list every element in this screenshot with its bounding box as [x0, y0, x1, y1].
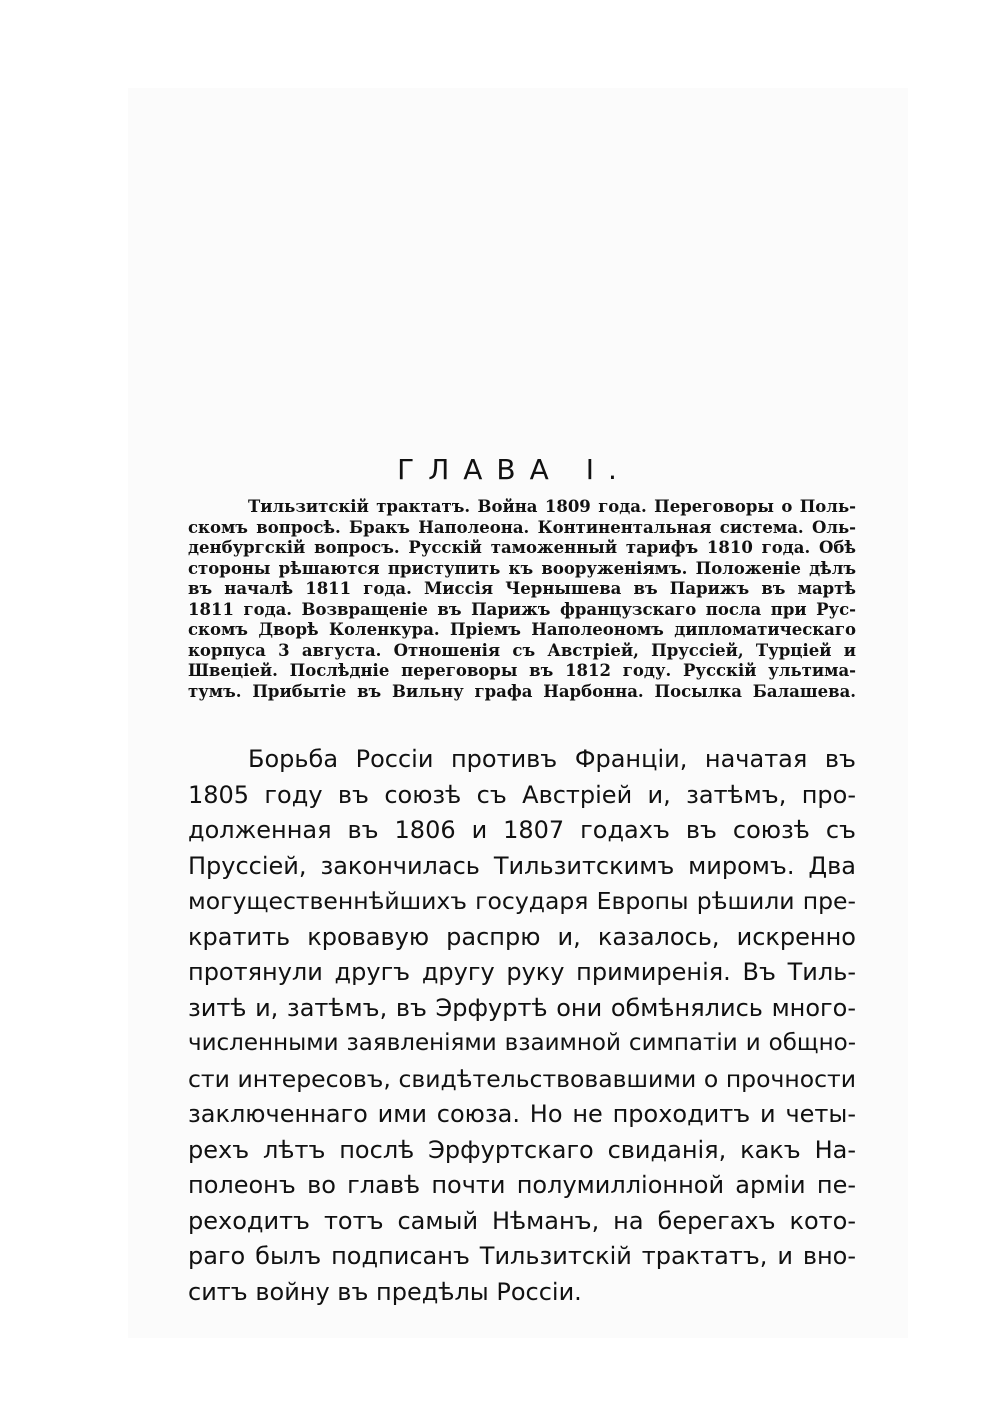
body-line: 1805 году въ союзѣ съ Австріей и, затѣмъ, про- — [188, 780, 856, 809]
body-line: рехъ лѣтъ послѣ Эрфуртскаго свиданія, какъ На- — [188, 1135, 856, 1164]
body-line: Пруссіей, закончилась Тильзитскимъ миромъ. Два — [188, 851, 856, 880]
summary-line: денбургскій вопросъ. Русскій таможенный тарифъ 1810 года. Обѣ — [188, 538, 856, 557]
body-line: Борьба Россіи противъ Франціи, начатая въ — [248, 745, 856, 773]
body-line: реходитъ тотъ самый Нѣманъ, на берегахъ кото- — [188, 1206, 856, 1235]
summary-line: тумъ. Прибытіе въ Вильну графа Нарбонна. Посылка Балашева. — [188, 681, 856, 701]
body-line: заключеннаго ими союза. Но не проходитъ и четы- — [188, 1100, 856, 1128]
body-line: сти интересовъ, свидѣтельствовавшими о прочности — [188, 1064, 856, 1093]
body-line: кратить кровавую распрю и, казалось, искренно — [188, 922, 856, 951]
summary-line: Швеціей. Послѣдніе переговоры въ 1812 году. Русскій ультима- — [188, 661, 856, 680]
chapter-heading: ГЛАВА I. — [397, 452, 631, 486]
body-line: могущественнѣйшихъ государя Европы рѣшили пре- — [188, 887, 856, 915]
body-line: долженная въ 1806 и 1807 годахъ въ союзѣ съ — [188, 816, 856, 844]
summary-line: скомъ Дворѣ Коленкура. Пріемъ Наполеономъ дипломатическаго — [188, 620, 856, 639]
body-line: ситъ войну въ предѣлы Россіи. — [188, 1277, 582, 1306]
chapter-summary — [188, 497, 856, 702]
body-line: полеонъ во главѣ почти полумилліонной арміи пе- — [188, 1171, 856, 1199]
summary-line: 1811 года. Возвращеніе въ Парижъ французскаго посла при Рус- — [188, 599, 856, 619]
body-line: протянули другъ другу руку примиренія. Въ Тиль- — [188, 958, 856, 986]
summary-line: скомъ вопросѣ. Бракъ Наполеона. Континентальная система. Оль- — [188, 517, 856, 537]
body-paragraph — [188, 742, 856, 1310]
summary-line: въ началѣ 1811 года. Миссія Чернышева въ Парижъ въ мартѣ — [188, 579, 856, 598]
summary-line: Тильзитскій трактатъ. Война 1809 года. Переговоры о Поль- — [248, 497, 856, 516]
summary-line: стороны рѣшаются приступить къ вооруженіямъ. Положеніе дѣлъ — [188, 558, 856, 578]
body-line: раго былъ подписанъ Тильзитскій трактатъ, и вно- — [188, 1242, 856, 1270]
summary-line: корпуса 3 августа. Отношенія съ Австріей, Пруссіей, Турціей и — [188, 640, 856, 660]
body-line: численными заявленіями взаимной симпатіи и общно- — [188, 1030, 856, 1056]
body-line: зитѣ и, затѣмъ, въ Эрфуртѣ они обмѣнялись много- — [188, 993, 856, 1022]
